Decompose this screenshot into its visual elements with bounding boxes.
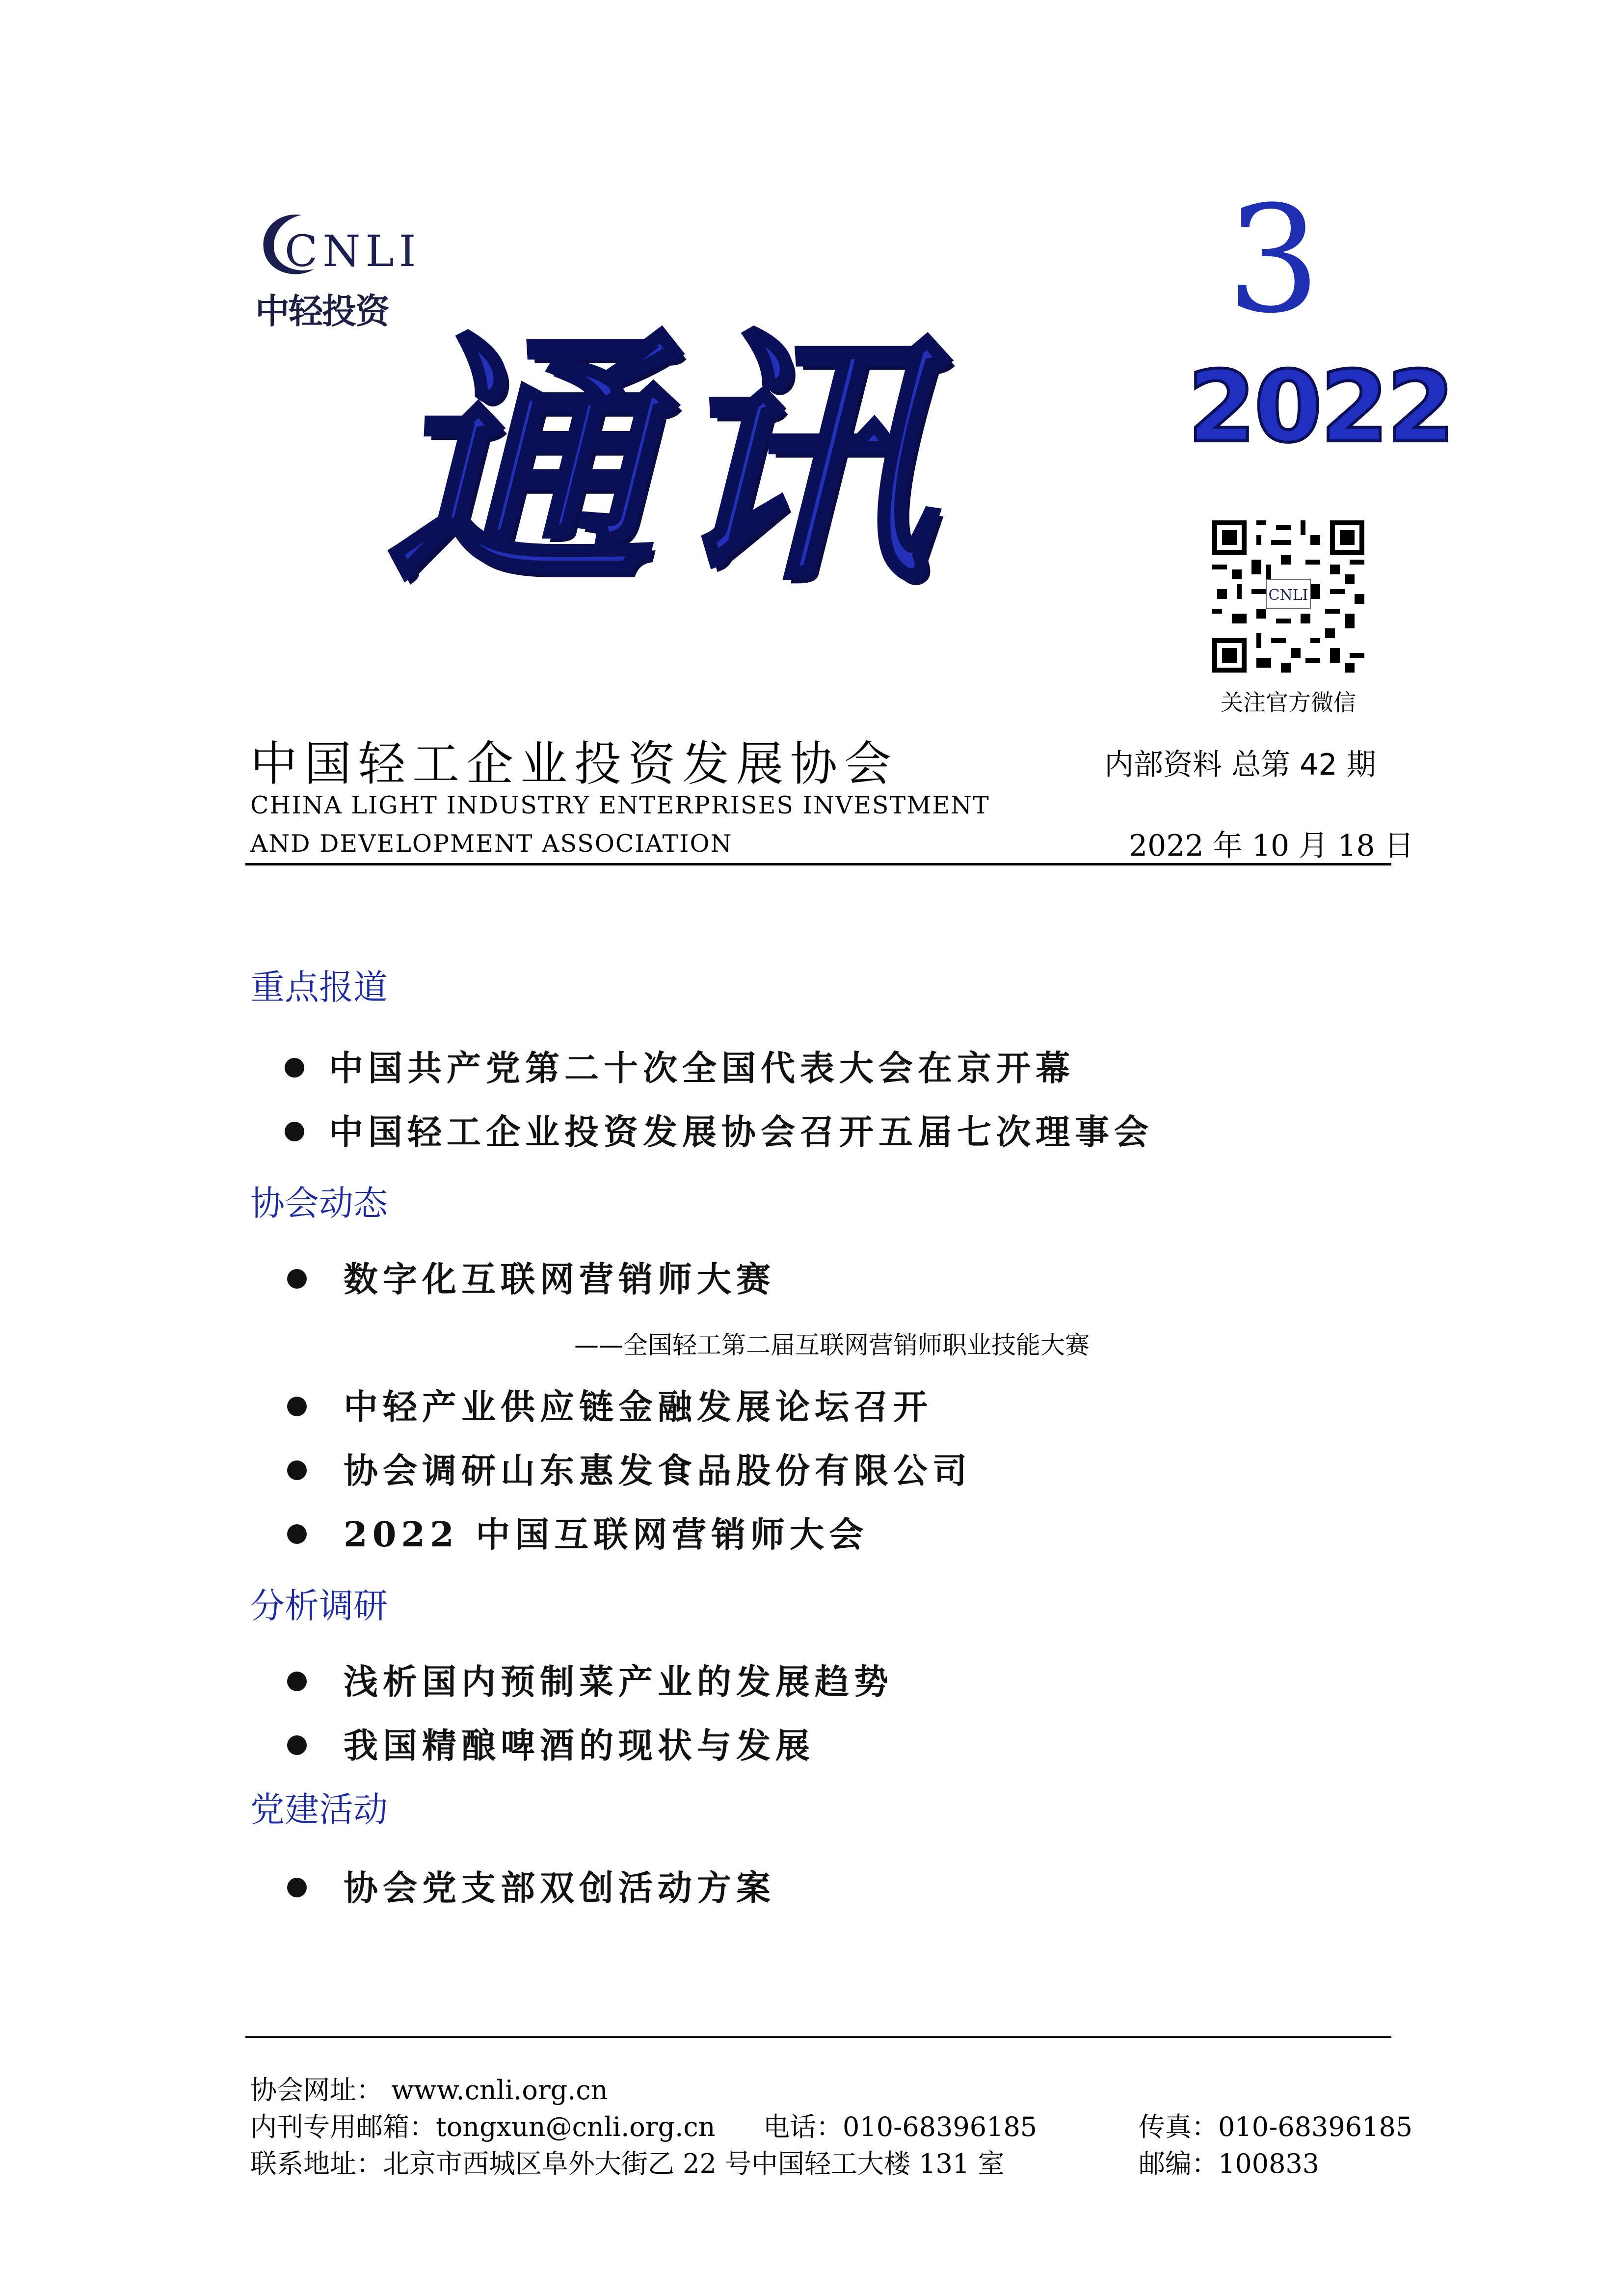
bullet-icon [287, 1735, 307, 1755]
bullet-icon [287, 1524, 307, 1544]
toc-item[interactable]: 协会调研山东惠发食品股份有限公司 [344, 1450, 972, 1491]
issue-year: 2022 [1188, 350, 1453, 464]
toc-item[interactable]: 中国轻工企业投资发展协会召开五届七次理事会 [329, 1111, 1153, 1152]
section-title-association-news: 协会动态 [250, 1183, 388, 1223]
issue-date: 2022 年 10 月 18 日 [1129, 829, 1414, 863]
internal-issue-label: 内部资料 总第 42 期 [1104, 748, 1376, 782]
bullet-icon [285, 1058, 304, 1078]
bullet-icon [287, 1460, 307, 1480]
toc-item-subtitle: ——全国轻工第二届互联网营销师职业技能大赛 [574, 1331, 1090, 1359]
org-name-en-line1: CHINA LIGHT INDUSTRY ENTERPRISES INVESTMENT [250, 791, 990, 819]
logo-chinese: 中轻投资 [255, 291, 389, 331]
svg-text:CNLI: CNLI [1268, 587, 1308, 604]
bullet-icon [287, 1269, 307, 1289]
org-name-cn: 中国轻工企业投资发展协会 [250, 736, 898, 791]
footer-address: 联系地址：北京市西城区阜外大街乙 22 号中国轻工大楼 131 室 [250, 2148, 1005, 2179]
issue-number: 3 [1227, 174, 1321, 346]
footer-postcode: 邮编：100833 [1139, 2148, 1320, 2179]
footer-email[interactable]: 内刊专用邮箱：tongxun@cnli.org.cn [250, 2111, 716, 2142]
logo-latin: CNLI [285, 226, 421, 276]
footer-fax: 传真：010-68396185 [1139, 2111, 1413, 2142]
toc-item[interactable]: 2022 中国互联网营销师大会 [344, 1514, 869, 1555]
toc-item[interactable]: 中轻产业供应链金融发展论坛召开 [344, 1386, 932, 1427]
bullet-icon [285, 1122, 304, 1141]
toc-item[interactable]: 浅析国内预制菜产业的发展趋势 [344, 1661, 893, 1702]
org-name-en-line2: AND DEVELOPMENT ASSOCIATION [250, 830, 733, 858]
header-divider [245, 863, 1391, 865]
bullet-icon [287, 1672, 307, 1691]
toc-item[interactable]: 数字化互联网营销师大赛 [344, 1259, 775, 1299]
toc-item[interactable]: 我国精酿啤酒的现状与发展 [344, 1725, 815, 1766]
footer-website[interactable]: 协会网址： www.cnli.org.cn [250, 2075, 608, 2106]
bullet-icon [287, 1397, 307, 1416]
qr-caption: 关注官方微信 [1221, 689, 1356, 716]
section-title-analysis: 分析调研 [250, 1586, 388, 1626]
footer-divider [245, 2036, 1391, 2038]
section-title-key-reports: 重点报道 [250, 967, 388, 1007]
section-title-party-building: 党建活动 [250, 1789, 388, 1830]
toc-item[interactable]: 协会党支部双创活动方案 [344, 1867, 775, 1908]
qr-code-icon [1212, 520, 1364, 673]
bullet-icon [287, 1878, 307, 1897]
masthead-title: 通讯 [388, 306, 947, 617]
footer-phone: 电话：010-68396185 [763, 2111, 1038, 2142]
toc-item[interactable]: 中国共产党第二十次全国代表大会在京开幕 [329, 1048, 1075, 1088]
